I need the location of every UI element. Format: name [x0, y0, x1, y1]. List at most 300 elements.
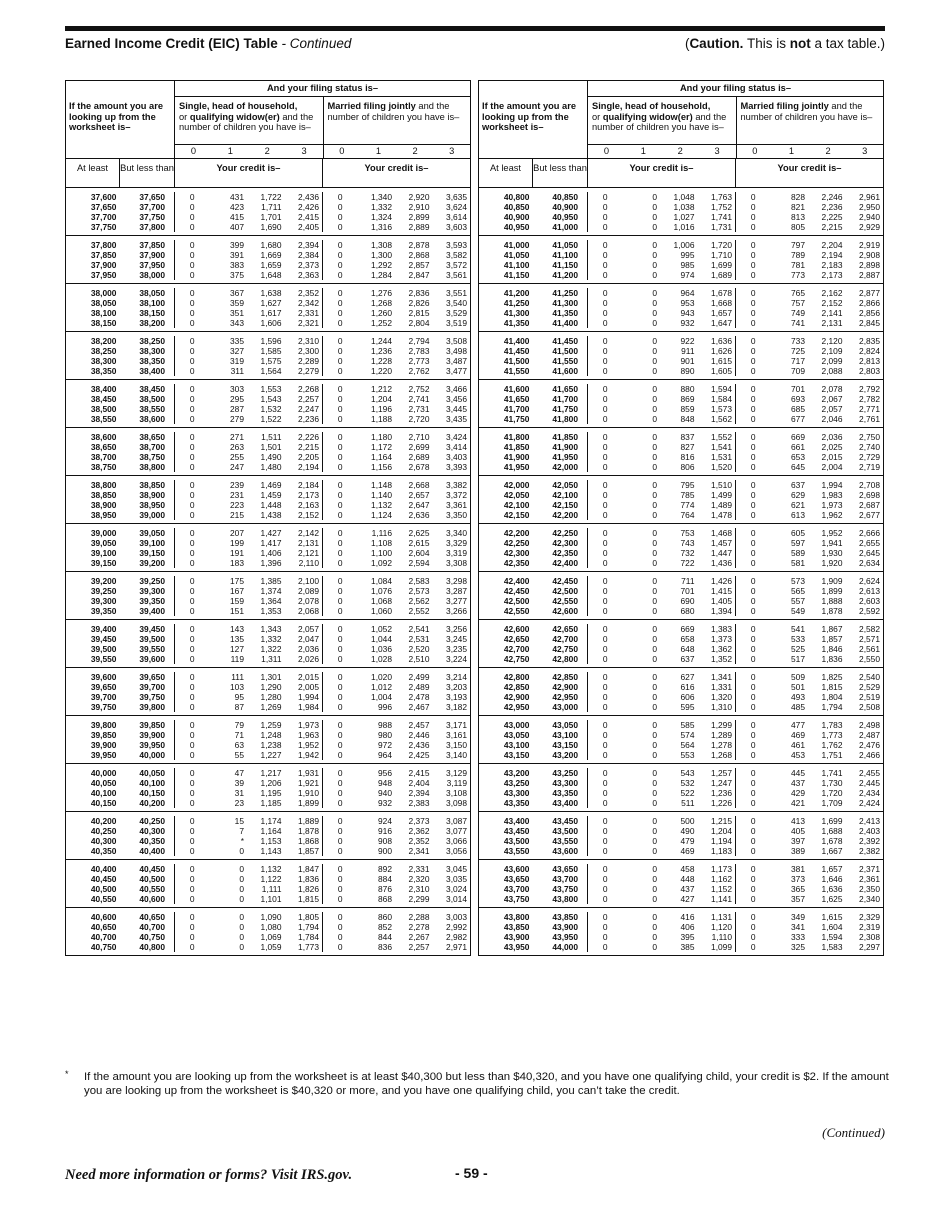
but-less-value: 41,200: [552, 270, 578, 280]
credit-value: 0: [189, 816, 195, 826]
credit-value: 0: [189, 346, 195, 356]
credit-value: 0: [337, 462, 343, 472]
at-least-value: 40,950: [503, 222, 530, 232]
but-less-value: 42,850: [552, 672, 578, 682]
credit-value: 0: [602, 288, 608, 298]
credit-value: 2,131: [821, 318, 843, 328]
credit-value: 974: [680, 270, 695, 280]
credit-value: 3,551: [446, 288, 467, 298]
credit-value: 2,910: [408, 202, 430, 212]
credit-value: 1,268: [711, 750, 732, 760]
at-least-value: 41,550: [503, 366, 530, 376]
credit-value: 357: [791, 894, 805, 904]
credit-value: 333: [791, 932, 805, 942]
table-row-group: [479, 236, 883, 284]
credit-value: 0: [189, 442, 195, 452]
credit-value: 0: [337, 548, 343, 558]
page-number: - 59 -: [455, 1165, 488, 1181]
but-less-value: 43,700: [552, 874, 578, 884]
credit-value: 383: [230, 260, 244, 270]
credit-value: 3,361: [446, 500, 467, 510]
but-less-value: 41,050: [552, 240, 578, 250]
table-row-group: [479, 284, 883, 332]
credit-value: 1,920: [821, 558, 843, 568]
but-less-value: 41,450: [552, 336, 578, 346]
credit-value: 0: [750, 558, 756, 568]
credit-value: 1,659: [260, 260, 282, 270]
credit-value: 1,257: [711, 768, 732, 778]
credit-value: 0: [652, 202, 657, 212]
at-least-value: 43,750: [503, 894, 530, 904]
at-least-value: 41,400: [503, 336, 530, 346]
credit-value: 2,550: [859, 654, 880, 664]
credit-value: 95: [234, 692, 244, 702]
at-least-value: 39,850: [90, 730, 117, 740]
credit-value: 23: [234, 798, 244, 808]
credit-value: 1,857: [821, 634, 843, 644]
credit-value: 0: [652, 942, 657, 952]
credit-value: 1,289: [711, 730, 732, 740]
credit-value: 2,329: [859, 912, 880, 922]
credit-value: 2,446: [408, 730, 430, 740]
credit-value: 3,540: [446, 298, 467, 308]
but-less-value: 38,150: [139, 308, 165, 318]
credit-value: 0: [189, 894, 195, 904]
credit-value: 0: [652, 740, 657, 750]
credit-value: 0: [337, 750, 343, 760]
but-less-value: 40,500: [139, 874, 165, 884]
credit-value: 0: [189, 510, 195, 520]
credit-value: 2,552: [408, 606, 430, 616]
at-least-value: 38,550: [90, 414, 117, 424]
credit-value: 1,152: [711, 884, 732, 894]
credit-value: 0: [337, 490, 343, 500]
credit-value: 0: [602, 874, 608, 884]
credit-value: 774: [680, 500, 695, 510]
credit-value: 1,625: [821, 894, 843, 904]
credit-value: 1,952: [821, 528, 843, 538]
credit-value: 0: [750, 682, 756, 692]
at-least-value: 42,100: [503, 500, 530, 510]
single-credits: [588, 624, 736, 664]
at-least-value: 38,600: [90, 432, 117, 442]
caution-open: (: [684, 36, 690, 51]
credit-value: 1,448: [260, 500, 282, 510]
credit-value: 0: [189, 490, 195, 500]
credit-value: 1,044: [371, 634, 392, 644]
at-least-value: 42,800: [503, 672, 530, 682]
credit-value: 543: [680, 768, 695, 778]
but-less-value: 39,350: [139, 596, 165, 606]
but-less-value: 41,900: [552, 442, 578, 452]
credit-value: 892: [378, 864, 392, 874]
credit-value: 932: [680, 318, 695, 328]
credit-value: 2,719: [859, 462, 880, 472]
credit-value: 2,036: [298, 644, 319, 654]
at-least-value: 39,750: [90, 702, 117, 712]
married-credits: [323, 384, 470, 424]
credit-value: 2,971: [446, 942, 467, 952]
credit-value: 1,552: [711, 432, 732, 442]
credit-value: 0: [189, 356, 195, 366]
credit-value: 0: [337, 538, 343, 548]
credit-value: 1,889: [298, 816, 319, 826]
credit-value: 3,087: [446, 816, 467, 826]
single-credits: [588, 432, 736, 472]
credit-value: 3,572: [446, 260, 467, 270]
credit-value: 0: [337, 394, 343, 404]
top-rule: [65, 26, 885, 31]
credit-value: 0: [602, 336, 608, 346]
table-row-group: [66, 380, 470, 428]
credit-value: 0: [189, 260, 195, 270]
credit-value: 653: [791, 452, 805, 462]
credit-value: 693: [791, 394, 805, 404]
credit-value: 0: [652, 394, 657, 404]
credit-value: 1,290: [260, 682, 282, 692]
credit-value: 0: [189, 884, 195, 894]
married-credits: [323, 240, 470, 280]
credit-value: 553: [680, 750, 695, 760]
credit-value: 732: [680, 548, 695, 558]
credit-value: 1,122: [260, 874, 282, 884]
credit-value: 0: [602, 682, 608, 692]
credit-header: Your credit is–: [322, 159, 470, 187]
credit-value: 3,045: [446, 864, 467, 874]
married-credits: [323, 816, 470, 856]
credit-value: 1,016: [673, 222, 695, 232]
at-least-value: 37,700: [90, 212, 117, 222]
credit-value: 2,455: [859, 768, 880, 778]
credit-value: 2,877: [859, 288, 880, 298]
credit-value: 0: [750, 720, 756, 730]
credit-value: 2,383: [408, 798, 430, 808]
credit-value: 0: [189, 212, 195, 222]
credit-value: 1,099: [711, 942, 732, 952]
credit-value: 1,722: [260, 192, 282, 202]
credit-value: 3,529: [446, 308, 467, 318]
credit-value: 0: [602, 788, 608, 798]
but-less-value: 39,850: [139, 720, 165, 730]
but-less-value: 43,500: [552, 826, 578, 836]
credit-value: 1,720: [711, 240, 732, 250]
credit-value: 1,092: [371, 558, 392, 568]
credit-value: 2,278: [408, 922, 430, 932]
credit-value: 3,182: [446, 702, 467, 712]
credit-value: 1,657: [711, 308, 732, 318]
credit-value: 0: [189, 538, 195, 548]
credit-value: 159: [230, 596, 244, 606]
at-least-value: 38,150: [90, 318, 117, 328]
credit-value: 805: [791, 222, 805, 232]
but-less-value: 37,700: [139, 202, 165, 212]
but-less-value: 39,750: [139, 692, 165, 702]
credit-value: 2,215: [821, 222, 843, 232]
credit-value: 0: [750, 528, 756, 538]
at-least-value: 40,250: [90, 826, 117, 836]
credit-value: 1,973: [298, 720, 319, 730]
at-least-value: 40,750: [90, 942, 117, 952]
credit-value: 469: [680, 846, 695, 856]
at-least-value: 42,700: [503, 644, 530, 654]
credit-value: 0: [189, 462, 195, 472]
credit-value: 2,057: [298, 624, 319, 634]
credit-value: 1,153: [260, 836, 282, 846]
credit-value: 239: [230, 480, 244, 490]
but-less-value: 41,100: [552, 250, 578, 260]
table-row-group: [479, 380, 883, 428]
married-credits: [736, 816, 883, 856]
credit-value: 3,382: [446, 480, 467, 490]
but-less-value: 42,800: [552, 654, 578, 664]
credit-value: 0: [189, 720, 195, 730]
credit-value: 1,836: [298, 874, 319, 884]
credit-value: 365: [791, 884, 805, 894]
single-credits: [175, 816, 323, 856]
credit-value: 151: [230, 606, 244, 616]
credit-value: 399: [230, 240, 244, 250]
but-less-value: 38,400: [139, 366, 165, 376]
credit-value: 589: [791, 548, 805, 558]
at-least-value: 41,200: [503, 288, 530, 298]
credit-value: 111: [231, 672, 244, 682]
credit-value: *: [240, 836, 244, 846]
at-least-value: 40,550: [90, 894, 117, 904]
credit-value: 223: [230, 500, 244, 510]
credit-value: 743: [680, 538, 695, 548]
credit-value: 1,867: [821, 624, 843, 634]
credit-value: 2,815: [408, 308, 430, 318]
credit-value: 1,773: [821, 730, 843, 740]
credit-value: 1,308: [371, 240, 392, 250]
at-least-value: 42,550: [503, 606, 530, 616]
credit-value: 0: [189, 202, 195, 212]
credit-value: 0: [189, 558, 195, 568]
credit-value: 1,699: [711, 260, 732, 270]
credit-value: 0: [337, 432, 343, 442]
credit-value: 2,604: [408, 548, 430, 558]
married-credits: [323, 672, 470, 712]
children-count: 0: [752, 146, 758, 156]
credit-value: 429: [791, 788, 805, 798]
table-row-group: [66, 572, 470, 620]
credit-value: 0: [337, 942, 343, 952]
but-less-value: 40,150: [139, 788, 165, 798]
credit-value: 0: [750, 750, 756, 760]
credit-value: 2,434: [859, 788, 880, 798]
credit-header: Your credit is–: [216, 163, 281, 173]
credit-value: 2,794: [408, 336, 430, 346]
credit-value: 2,708: [859, 480, 880, 490]
credit-value: 2,603: [859, 596, 880, 606]
credit-value: 0: [750, 298, 756, 308]
at-least-value: 42,000: [503, 480, 530, 490]
credit-value: 1,878: [298, 826, 319, 836]
table-row-group: [479, 860, 883, 908]
credit-value: 1,752: [711, 202, 732, 212]
credit-value: 0: [337, 240, 343, 250]
credit-value: 2,257: [408, 942, 430, 952]
credit-value: 255: [230, 452, 244, 462]
credit-value: 0: [602, 702, 608, 712]
married-credits: [323, 768, 470, 808]
credit-value: 3,235: [446, 644, 467, 654]
credit-value: 1,076: [371, 586, 392, 596]
at-least-value: 38,500: [90, 404, 117, 414]
but-less-value: 39,650: [139, 672, 165, 682]
at-least-value: 41,000: [503, 240, 530, 250]
but-less-value: 40,800: [139, 942, 165, 952]
credit-value: 0: [750, 480, 756, 490]
credit-value: 395: [680, 932, 695, 942]
but-less-value: 41,850: [552, 432, 578, 442]
credit-value: 1,510: [711, 480, 732, 490]
but-less-value: 38,850: [139, 480, 165, 490]
credit-value: 1,299: [711, 720, 732, 730]
married-credits: [323, 720, 470, 760]
credit-value: 1,594: [711, 384, 732, 394]
credit-value: 490: [680, 826, 695, 836]
credit-value: 3,066: [446, 836, 467, 846]
table-row-group: [479, 812, 883, 860]
married-credits: [736, 912, 883, 952]
credit-value: 629: [791, 490, 805, 500]
credit-value: 3,193: [446, 692, 467, 702]
but-less-value: 40,900: [552, 202, 578, 212]
but-less-value: 38,450: [139, 384, 165, 394]
credit-value: 2,194: [821, 250, 843, 260]
at-least-value: 42,350: [503, 558, 530, 568]
credit-value: 0: [189, 836, 195, 846]
credit-value: 3,435: [446, 414, 467, 424]
credit-value: 1,227: [260, 750, 282, 760]
credit-value: 3,024: [446, 884, 467, 894]
at-least-value: 38,200: [90, 336, 117, 346]
but-less-value: 41,650: [552, 384, 578, 394]
credit-value: 781: [791, 260, 805, 270]
credit-value: 0: [189, 730, 195, 740]
credit-value: 2,868: [408, 250, 430, 260]
credit-value: 2,141: [821, 308, 843, 318]
credit-value: 2,415: [408, 768, 430, 778]
credit-value: 0: [337, 596, 343, 606]
credit-value: 0: [652, 576, 657, 586]
credit-value: 1,185: [260, 798, 282, 808]
credit-value: 1,909: [821, 576, 843, 586]
but-less-value: 39,400: [139, 606, 165, 616]
but-less-value: 43,450: [552, 816, 578, 826]
credit-value: 0: [602, 432, 608, 442]
but-less-value: 38,000: [139, 270, 165, 280]
credit-value: 0: [602, 452, 608, 462]
credit-value: 773: [791, 270, 805, 280]
but-less-value: 39,100: [139, 538, 165, 548]
credit-value: 1,426: [711, 576, 732, 586]
credit-value: 0: [189, 480, 195, 490]
at-least-value: 39,700: [90, 692, 117, 702]
but-less-value: 42,550: [552, 596, 578, 606]
at-least-value: 39,800: [90, 720, 117, 730]
but-less-value: 41,300: [552, 298, 578, 308]
credit-value: 0: [337, 894, 343, 904]
credit-value: 0: [337, 768, 343, 778]
but-less-value: 38,600: [139, 414, 165, 424]
but-less-value: 43,200: [552, 750, 578, 760]
credit-value: 1,543: [260, 394, 282, 404]
credit-value: 2,782: [859, 394, 880, 404]
credit-value: 2,647: [408, 500, 430, 510]
but-less-value: 42,700: [552, 634, 578, 644]
but-less-value: 38,500: [139, 394, 165, 404]
credit-value: 0: [337, 356, 343, 366]
credit-value: 1,310: [711, 702, 732, 712]
but-less-value: 43,850: [552, 912, 578, 922]
at-least-value: 40,350: [90, 846, 117, 856]
credit-value: 2,205: [298, 452, 319, 462]
credit-value: 3,308: [446, 558, 467, 568]
credit-value: 3,077: [446, 826, 467, 836]
credit-value: 0: [750, 624, 756, 634]
married-credits: [736, 336, 883, 376]
credit-value: 0: [652, 298, 657, 308]
credit-value: 7: [239, 826, 244, 836]
credit-value: 1,931: [298, 768, 319, 778]
credit-value: 869: [680, 394, 695, 404]
credit-value: 0: [189, 270, 195, 280]
credit-value: 1,364: [260, 596, 282, 606]
credit-value: 0: [602, 490, 608, 500]
credit-value: 2,425: [408, 750, 430, 760]
at-least-value: 39,050: [90, 538, 117, 548]
at-least-value: 43,950: [503, 942, 530, 952]
credit-value: 2,845: [859, 318, 880, 328]
but-less-value: 42,000: [552, 462, 578, 472]
credit-value: 1,352: [711, 654, 732, 664]
credit-value: 1,194: [711, 836, 732, 846]
credit-value: 1,164: [371, 452, 392, 462]
credit-value: 0: [337, 500, 343, 510]
credit-value: 0: [652, 250, 657, 260]
credit-value: 0: [750, 672, 756, 682]
credit-value: 1,626: [711, 346, 732, 356]
credit-value: 0: [652, 462, 657, 472]
credit-value: 1,260: [371, 308, 392, 318]
credit-value: 1,763: [711, 192, 732, 202]
credit-value: 3,414: [446, 442, 467, 452]
but-less-value: 41,600: [552, 366, 578, 376]
credit-value: 0: [652, 432, 657, 442]
credit-value: 0: [652, 672, 657, 682]
at-least-value: 43,150: [503, 750, 530, 760]
credit-value: 2,413: [859, 816, 880, 826]
credit-value: 385: [680, 942, 695, 952]
but-less-value: 43,750: [552, 884, 578, 894]
credit-value: 263: [230, 442, 244, 452]
credit-value: 319: [230, 356, 244, 366]
credit-value: 1,562: [711, 414, 732, 424]
but-less-value: 38,650: [139, 432, 165, 442]
credit-value: 1,678: [711, 288, 732, 298]
but-less-header: But less than: [120, 159, 175, 187]
credit-value: 2,498: [859, 720, 880, 730]
credit-value: 427: [680, 894, 695, 904]
credit-value: 0: [750, 308, 756, 318]
credit-value: 2,783: [408, 346, 430, 356]
credit-value: 431: [230, 192, 244, 202]
credit-value: 0: [750, 884, 756, 894]
credit-value: 1,101: [260, 894, 282, 904]
credit-value: 1,499: [711, 490, 732, 500]
